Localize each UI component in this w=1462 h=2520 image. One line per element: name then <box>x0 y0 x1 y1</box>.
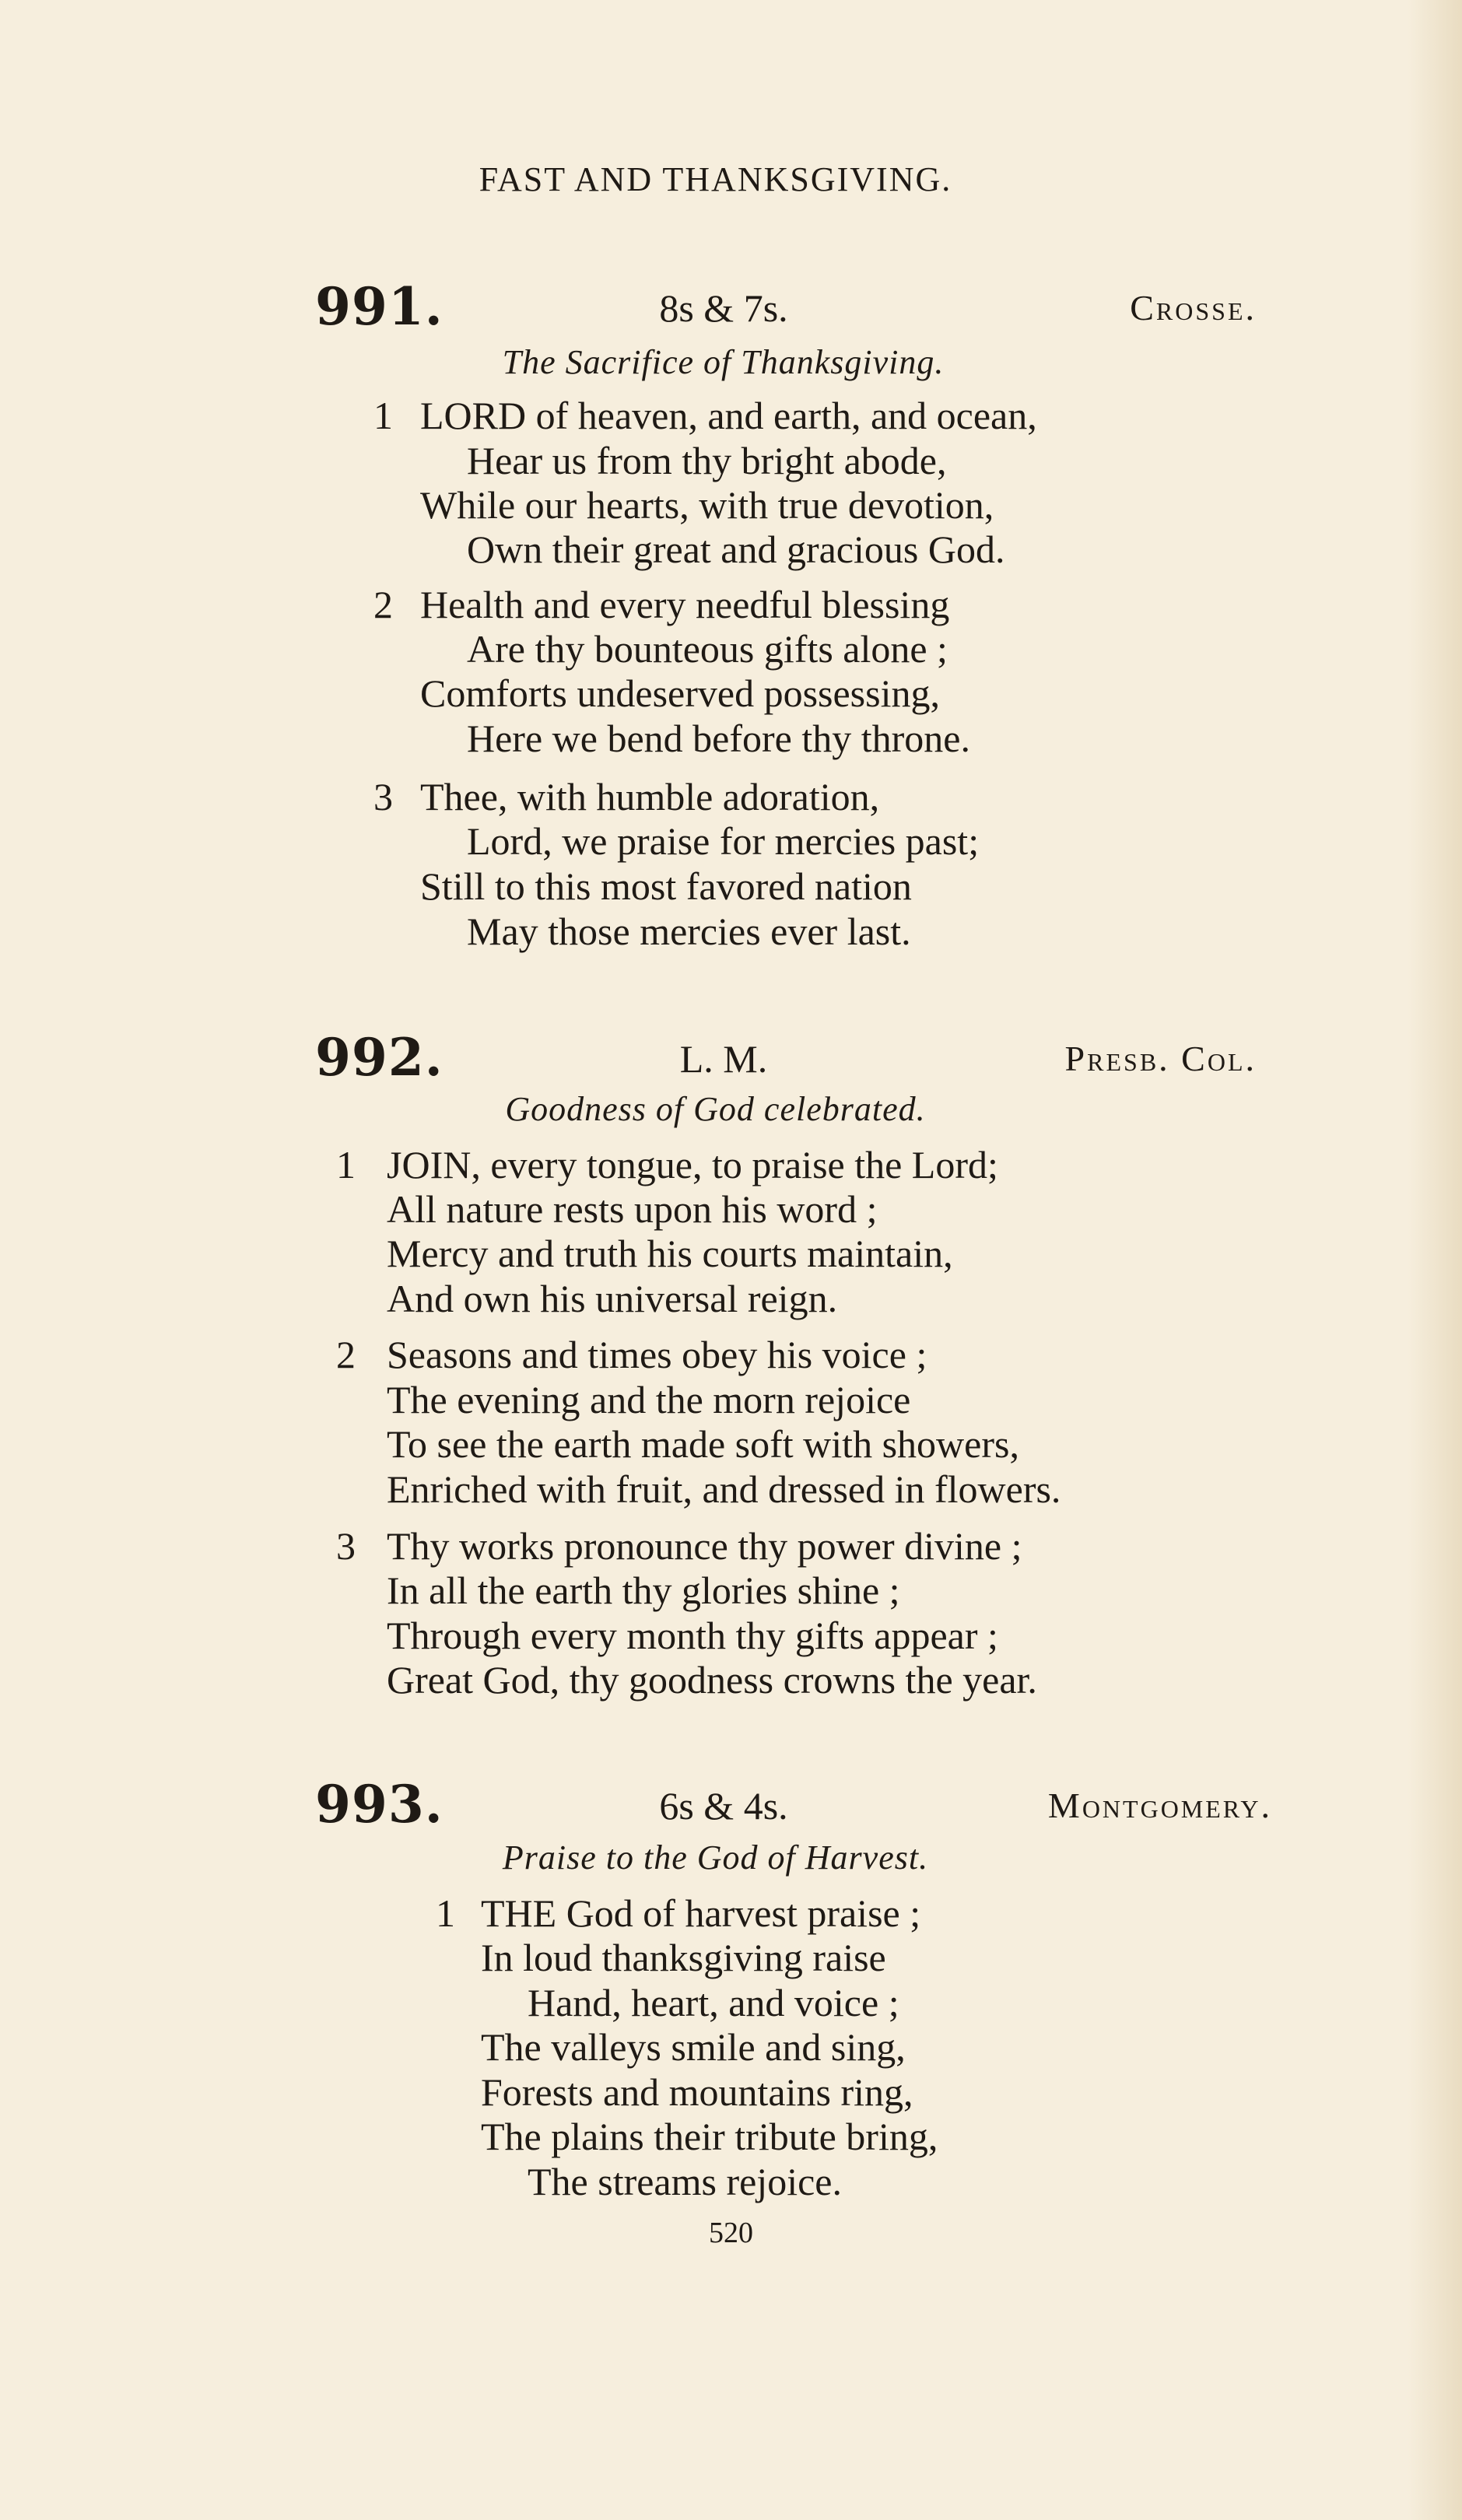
verse-line: Thy works pronounce thy power divine ; <box>387 1524 1022 1568</box>
verse-line: Are thy bounteous gifts alone ; <box>467 627 948 671</box>
verse-line: Own their great and gracious God. <box>467 527 1005 571</box>
verse-line: Enriched with fruit, and dressed in flowers. <box>387 1467 1061 1511</box>
hymn-subtitle: Goodness of God celebrated. <box>505 1090 926 1128</box>
hymn-number: 992. <box>315 1027 444 1088</box>
verse-line: Thee, with humble adoration, <box>420 775 880 818</box>
verse-line: Hear us from thy bright abode, <box>467 439 947 482</box>
verse-line: Lord, we praise for mercies past; <box>467 819 980 863</box>
verse-line: Seasons and times obey his voice ; <box>387 1333 927 1376</box>
verse-line: And own his universal reign. <box>387 1277 838 1320</box>
verse-line: May those mercies ever last. <box>467 910 911 953</box>
hymn-number: 991. <box>315 276 444 337</box>
hymn-subtitle: The Sacrifice of Thanksgiving. <box>502 343 945 381</box>
hymn-meter: 8s & 7s. <box>659 286 788 330</box>
verse-line: The plains their tribute bring, <box>481 2115 938 2158</box>
verse-line: Here we bend before thy throne. <box>467 717 970 760</box>
verse-line: THE God of harvest praise ; <box>481 1891 921 1935</box>
hymn-header-991 <box>315 276 1257 338</box>
verse-line: In loud thanksgiving raise <box>481 1936 886 1979</box>
stanza-number: 1 <box>436 1891 455 1935</box>
verse-line: Hand, heart, and voice ; <box>528 1981 899 2024</box>
verse-line: Comforts undeserved possessing, <box>420 671 940 715</box>
verse-line: In all the earth thy glories shine ; <box>387 1568 900 1612</box>
hymn-header-992 <box>315 1027 1257 1089</box>
stanza-number: 1 <box>336 1143 356 1186</box>
verse-line: The evening and the morn rejoice <box>387 1378 911 1421</box>
verse-line: Health and every needful blessing <box>420 583 950 626</box>
page-number: 520 <box>709 2217 753 2249</box>
verse-line: All nature rests upon his word ; <box>387 1187 878 1231</box>
hymn-subtitle: Praise to the God of Harvest. <box>502 1838 929 1877</box>
hymn-meter: L. M. <box>679 1037 768 1081</box>
stanza-number: 3 <box>336 1524 356 1568</box>
verse-line: Mercy and truth his courts maintain, <box>387 1232 953 1275</box>
verse-line: LORD of heaven, and earth, and ocean, <box>420 394 1037 437</box>
hymn-header-993 <box>315 1774 1272 1836</box>
running-head: FAST AND THANKSGIVING. <box>479 160 952 198</box>
verse-line: Forests and mountains ring, <box>481 2070 913 2114</box>
hymn-tune: Presb. Col. <box>1064 1039 1257 1078</box>
verse-line: Still to this most favored nation <box>420 864 912 908</box>
stanza-number: 2 <box>373 583 393 626</box>
verse-line: To see the earth made soft with showers, <box>387 1422 1019 1466</box>
hymn-meter: 6s & 4s. <box>659 1784 788 1828</box>
stanza-number: 1 <box>373 394 393 437</box>
hymn-number: 993. <box>315 1774 444 1835</box>
verse-line: Great God, thy goodness crowns the year. <box>387 1658 1037 1702</box>
verse-line: While our hearts, with true devotion, <box>420 483 994 527</box>
verse-line: JOIN, every tongue, to praise the Lord; <box>387 1143 998 1186</box>
verse-line: Through every month thy gifts appear ; <box>387 1614 998 1657</box>
hymn-tune: Montgomery. <box>1047 1786 1272 1825</box>
verse-line: The valleys smile and sing, <box>481 2025 906 2069</box>
hymn-tune: Crosse. <box>1130 288 1257 328</box>
stanza-number: 2 <box>336 1333 356 1376</box>
stanza-number: 3 <box>373 775 393 818</box>
verse-line: The streams rejoice. <box>528 2160 842 2203</box>
